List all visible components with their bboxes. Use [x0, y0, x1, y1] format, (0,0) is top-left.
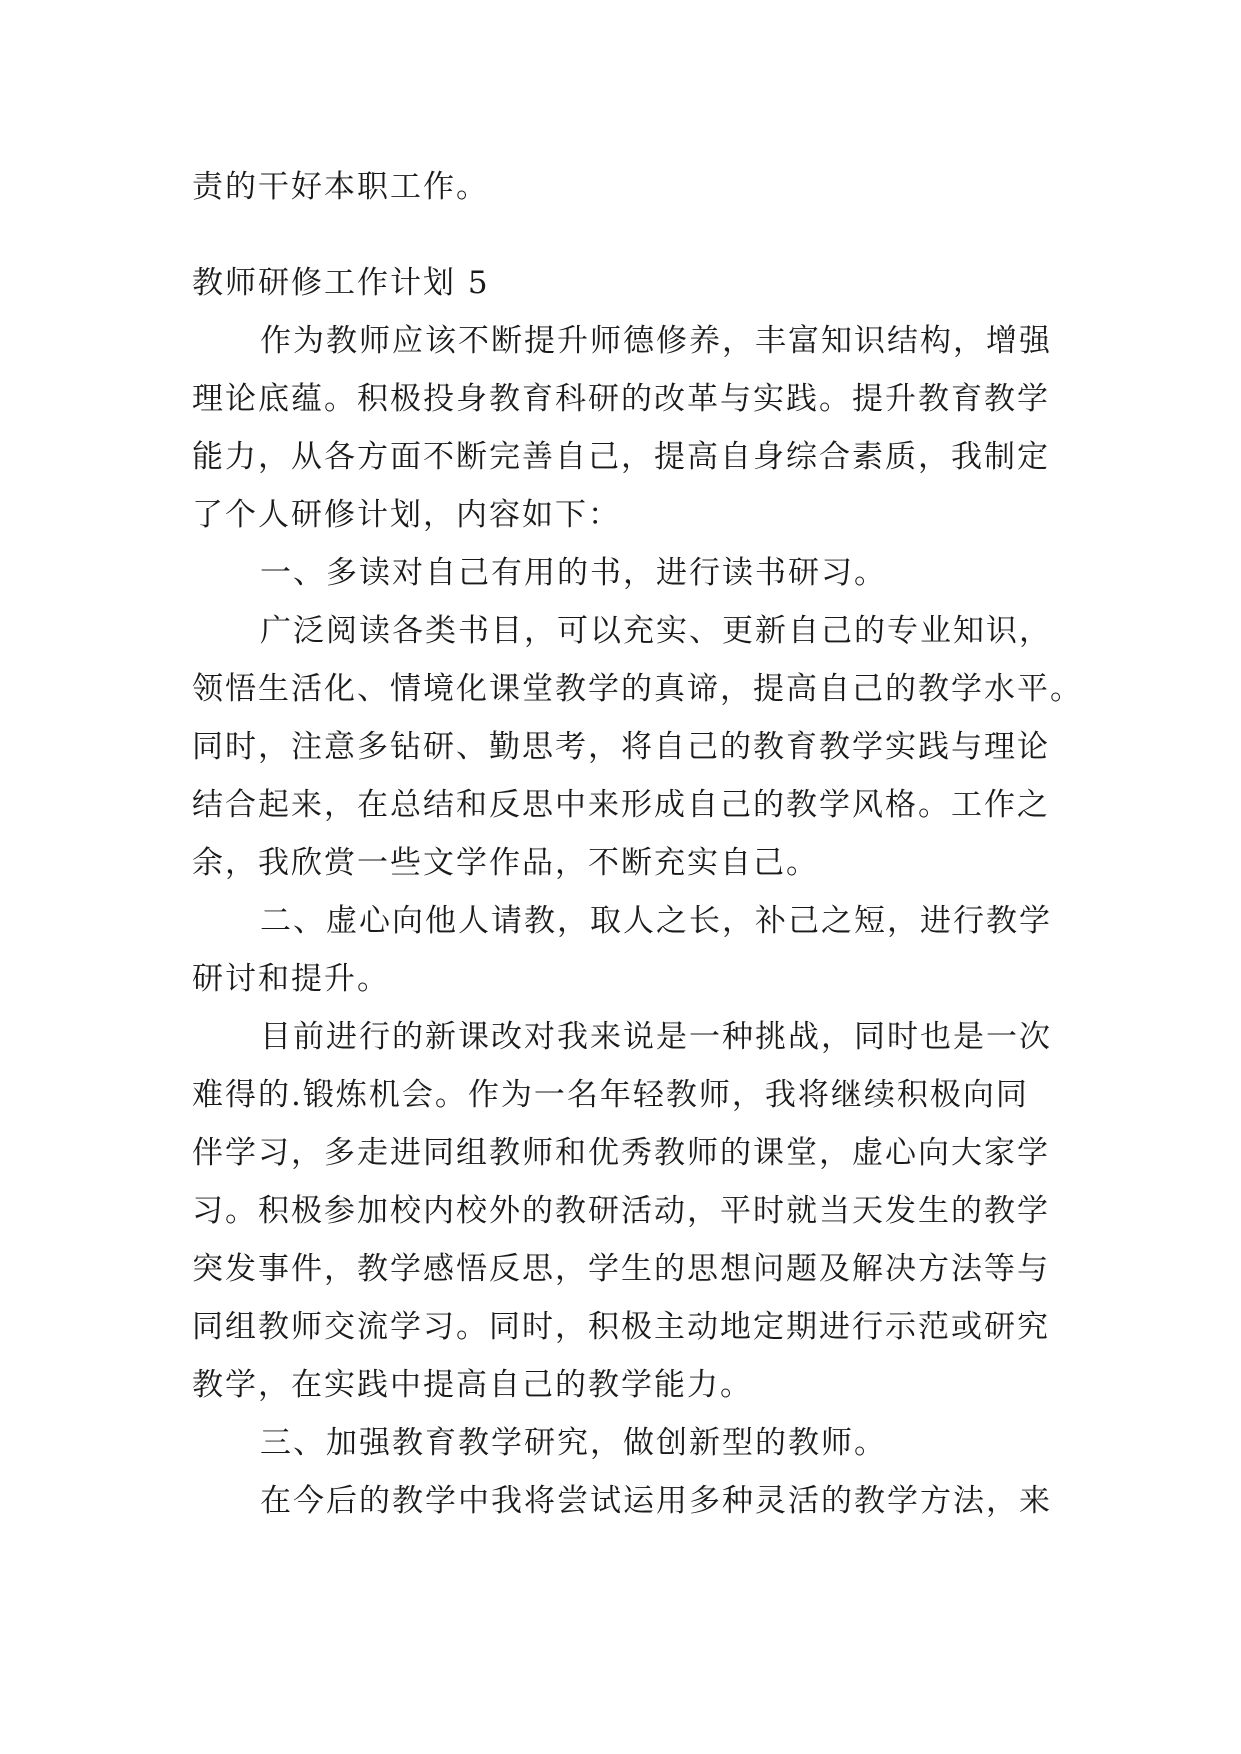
body-line: 同组教师交流学习。同时，积极主动地定期进行示范或研究 — [192, 1309, 1050, 1345]
body-line: 难得的.锻炼机会。作为一名年轻教师，我将继续积极向同 — [192, 1077, 1029, 1113]
body-line: 余，我欣赏一些文学作品，不断充实自己。 — [192, 845, 819, 881]
paragraph-gap — [192, 216, 1062, 254]
body-text — [192, 312, 1083, 1530]
body-line: 目前进行的新课改对我来说是一种挑战，同时也是一次 — [260, 1019, 1052, 1055]
continuation-line: 责的干好本职工作。 — [192, 169, 489, 205]
body-line: 伴学习，多走进同组教师和优秀教师的课堂，虚心向大家学 — [192, 1135, 1050, 1171]
body-line: 一、多读对自己有用的书，进行读书研习。 — [260, 555, 887, 591]
body-line: 结合起来，在总结和反思中来形成自己的教学风格。工作之 — [192, 787, 1050, 823]
body-line: 理论底蕴。积极投身教育科研的改革与实践。提升教育教学 — [192, 381, 1050, 417]
body-line: 教学，在实践中提高自己的教学能力。 — [192, 1367, 753, 1403]
body-line: 同时，注意多钻研、勤思考，将自己的教育教学实践与理论 — [192, 729, 1050, 765]
section-title: 教师研修工作计划 5 — [192, 265, 490, 301]
body-line: 领悟生活化、情境化课堂教学的真谛，提高自己的教学水平。 — [192, 671, 1083, 707]
body-line: 在今后的教学中我将尝试运用多种灵活的教学方法，来 — [260, 1483, 1052, 1519]
body-line: 了个人研修计划，内容如下： — [192, 497, 621, 533]
body-line: 三、加强教育教学研究，做创新型的教师。 — [260, 1425, 887, 1461]
body-line: 习。积极参加校内校外的教研活动，平时就当天发生的教学 — [192, 1193, 1050, 1229]
body-line: 广泛阅读各类书目，可以充实、更新自己的专业知识， — [260, 613, 1052, 649]
body-line: 能力，从各方面不断完善自己，提高自身综合素质，我制定 — [192, 439, 1050, 475]
body-line: 研讨和提升。 — [192, 961, 390, 997]
document-body — [192, 158, 1083, 1530]
body-line: 二、虚心向他人请教，取人之长，补己之短，进行教学 — [260, 903, 1052, 939]
body-line: 作为教师应该不断提升师德修养，丰富知识结构，增强 — [260, 323, 1052, 359]
body-line: 突发事件，教学感悟反思，学生的思想问题及解决方法等与 — [192, 1251, 1050, 1287]
